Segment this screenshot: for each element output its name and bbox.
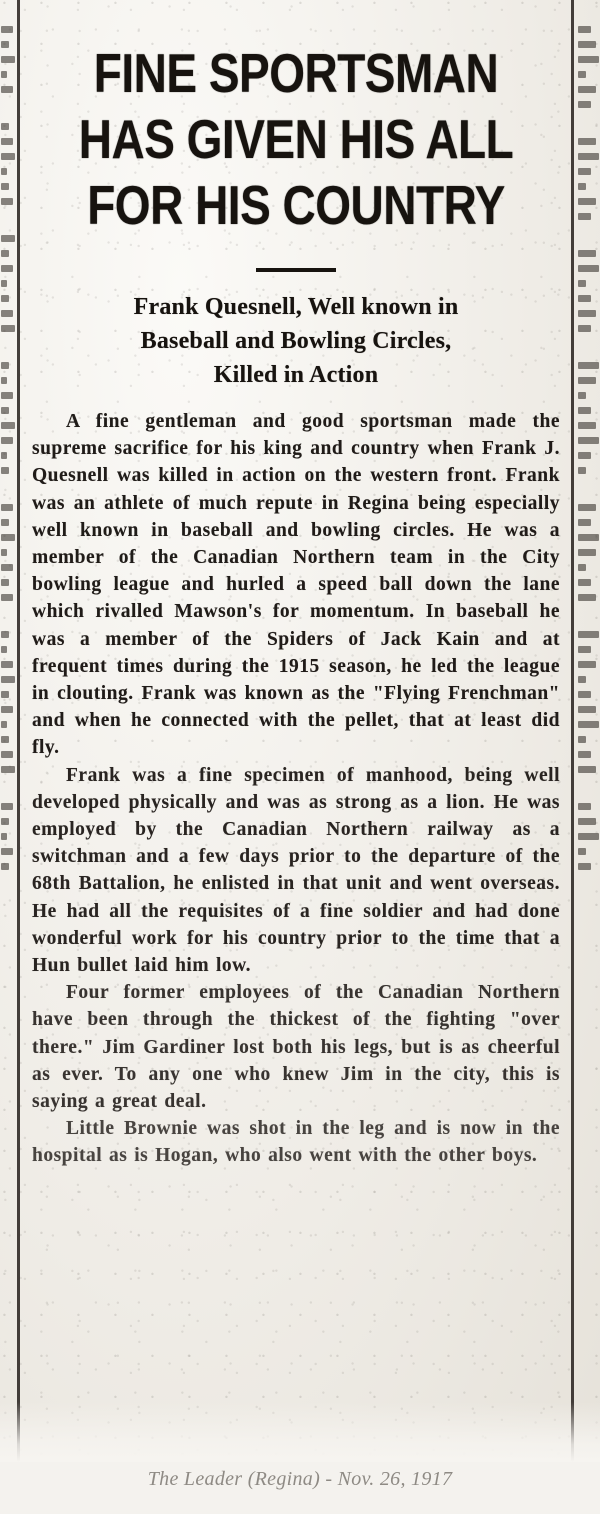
subheadline-line-1: Frank Quesnell, Well known in (133, 294, 459, 320)
adjacent-column-fragment-right (578, 26, 599, 1446)
adjacent-column-fragment-left (1, 26, 15, 1446)
scan-bottom-fade (0, 1402, 600, 1462)
article-subheadline (32, 290, 560, 392)
headline-divider (256, 268, 336, 272)
article-paragraph: Little Brownie was shot in the leg and is now in the hospital as is Hogan, who also went with the other boys. (32, 1118, 560, 1167)
column-rule-left (17, 0, 20, 1462)
article-headline (32, 40, 560, 238)
article-paragraph: Frank was a fine specimen of manhood, being well developed physically and was as strong as a lion. He was employed by the Canadian Northern railway as a switchman and a few days prior to the departure of the 68th Battalion, he enlisted in that unit and went overseas. He had all the requisites of a fine soldier and had done wonderful work for his country prior to the time that a Hun bullet laid him low. (32, 764, 560, 977)
headline-line-3: FOR HIS COUNTRY (87, 174, 505, 236)
subheadline-line-2: Baseball and Bowling Circles, (140, 328, 452, 354)
source-caption: The Leader (Regina) - Nov. 26, 1917 (147, 1468, 453, 1490)
article-body (32, 408, 560, 1170)
headline-line-2: HAS GIVEN HIS ALL (78, 108, 514, 170)
article (32, 30, 560, 1170)
article-paragraph: Four former employees of the Canadian Northern have been through the thickest of the fighting "over there." Jim Gardiner lost both his legs, but is as cheerful as ever. To any one who knew Jim in the city, this is saying a great deal. (32, 982, 560, 1113)
article-paragraph: A fine gentleman and good sportsman made the supreme sacrifice for his king and country when Frank J. Quesnell was killed in action on the western front. Frank was an athlete of much repute in Regina being especially well known in baseball and bowling circles. He was a member of the Canadian Northern team in the City bowling league and hurled a speed ball down the lane which rivalled Mawson's for momentum. In baseball he was a member of the Spiders of Jack Kain and at frequent times during the 1915 season, he led the league in clouting. Frank was known as the "Flying Frenchman" and when he connected with the pellet, that at least did fly. (32, 411, 560, 759)
column-rule-right (571, 0, 574, 1462)
headline-line-1: FINE SPORTSMAN (93, 42, 499, 104)
subheadline-line-3: Killed in Action (213, 362, 379, 388)
